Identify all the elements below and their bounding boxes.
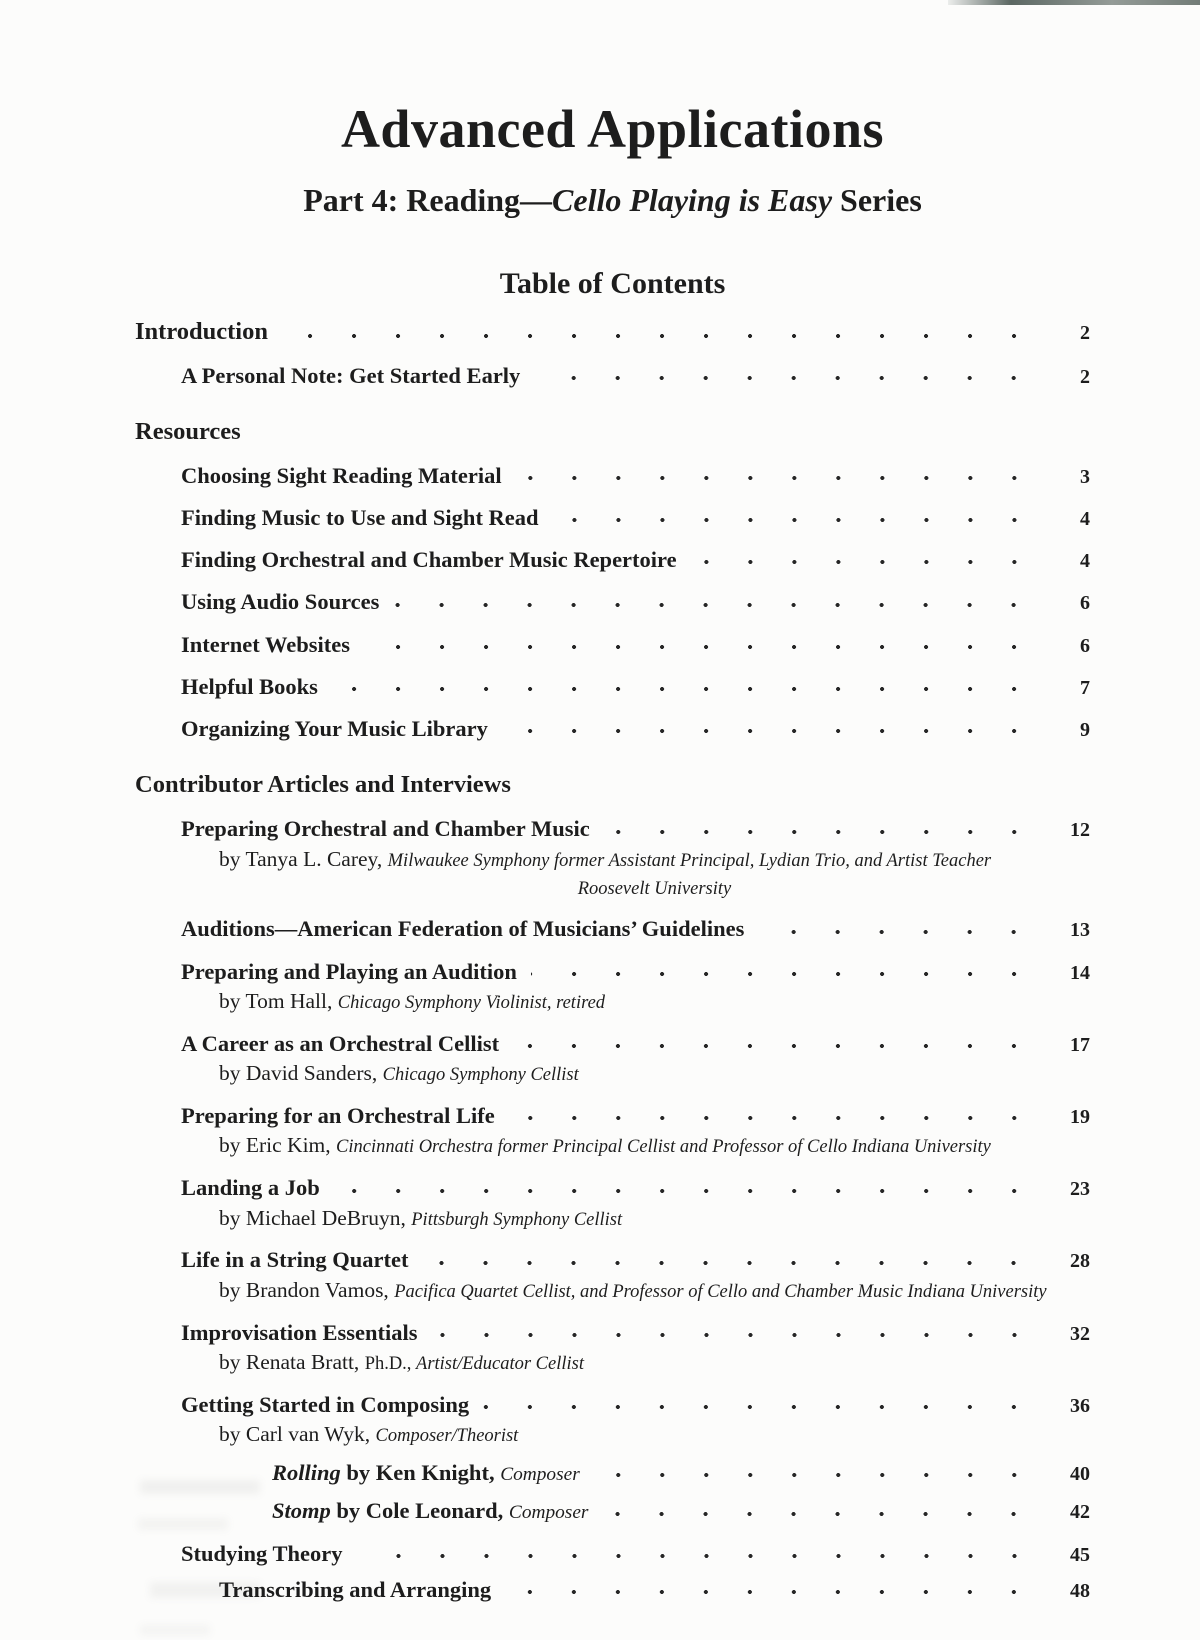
toc-row bbox=[135, 988, 1090, 1016]
toc-section-row bbox=[135, 769, 1090, 801]
page-number: 48 bbox=[1070, 1579, 1090, 1602]
dot-leader bbox=[483, 1390, 1040, 1419]
toc-row bbox=[135, 1539, 1090, 1568]
toc-entry-label bbox=[181, 714, 488, 743]
toc-entry-label bbox=[181, 957, 517, 986]
text-part: Life in a String Quartet bbox=[181, 1247, 409, 1273]
dot-leader bbox=[364, 630, 1040, 659]
toc-section-row bbox=[135, 316, 1090, 348]
toc-row bbox=[135, 1060, 1090, 1088]
text-part: Pittsburgh Symphony Cellist bbox=[411, 1208, 623, 1229]
toc-row bbox=[135, 1349, 1090, 1377]
toc-entry-label bbox=[135, 316, 268, 348]
text-part: Contributor Articles and Interviews bbox=[135, 771, 511, 799]
text-part: Stomp bbox=[272, 1498, 331, 1524]
table-of-contents bbox=[135, 316, 1090, 1604]
toc-entry-label bbox=[219, 1060, 579, 1088]
page-title: Advanced Applications bbox=[340, 99, 885, 159]
dot-leader bbox=[432, 1318, 1040, 1347]
text-part: Part 4: Reading— bbox=[303, 182, 553, 219]
toc-entry-label bbox=[181, 1101, 495, 1130]
text-part: by Carl van Wyk, bbox=[219, 1422, 376, 1447]
toc-entry-label bbox=[181, 503, 539, 532]
toc-entry-label bbox=[181, 545, 677, 574]
toc-entry-label bbox=[181, 587, 379, 616]
page-number: 17 bbox=[1070, 1033, 1090, 1056]
text-part: Finding Orchestral and Chamber Music Repertoire bbox=[181, 547, 677, 573]
toc-row bbox=[135, 503, 1090, 532]
dot-leader bbox=[505, 1575, 1040, 1604]
text-part: Studying Theory bbox=[181, 1540, 343, 1566]
page-number: 36 bbox=[1070, 1394, 1090, 1417]
page-number: 45 bbox=[1070, 1543, 1090, 1566]
toc-row bbox=[135, 672, 1090, 701]
toc-entry-label bbox=[181, 814, 590, 843]
toc-entry-label bbox=[219, 846, 991, 874]
dot-leader bbox=[594, 1458, 1040, 1487]
dot-leader bbox=[602, 1496, 1040, 1525]
text-part: Cello Playing is Easy bbox=[552, 182, 833, 219]
toc-entry-label bbox=[181, 1390, 469, 1419]
page-number: 7 bbox=[1080, 676, 1090, 699]
toc-entry-label bbox=[219, 1277, 1047, 1305]
page-number: 6 bbox=[1080, 592, 1090, 615]
toc-entry-label bbox=[219, 1132, 991, 1160]
page-number: 12 bbox=[1070, 819, 1090, 842]
text-part: Chicago Symphony Cellist bbox=[382, 1064, 579, 1085]
toc-row bbox=[135, 545, 1090, 574]
toc-row bbox=[135, 914, 1090, 943]
text-part: Organizing Your Music Library bbox=[181, 716, 488, 742]
text-part: Helpful Books bbox=[181, 673, 318, 699]
dot-leader bbox=[516, 461, 1040, 490]
dot-leader bbox=[332, 672, 1040, 701]
text-part: Transcribing and Arranging bbox=[219, 1576, 492, 1602]
toc-entry-label bbox=[181, 1173, 320, 1202]
toc-entry-label bbox=[219, 1205, 622, 1233]
text-part: Getting Started in Composing bbox=[181, 1391, 470, 1417]
dot-leader bbox=[282, 316, 1040, 348]
toc-row bbox=[135, 1575, 1090, 1604]
page-number: 23 bbox=[1070, 1178, 1090, 1201]
page-number: 2 bbox=[1080, 321, 1090, 344]
text-part: by David Sanders, bbox=[219, 1061, 383, 1086]
toc-row bbox=[135, 1277, 1090, 1305]
toc-entry-label bbox=[219, 988, 605, 1016]
dot-leader bbox=[691, 545, 1040, 574]
text-part: Roosevelt University bbox=[577, 877, 732, 898]
text-part: Introduction bbox=[135, 317, 268, 345]
toc-row bbox=[135, 1245, 1090, 1274]
toc-row bbox=[135, 1496, 1090, 1525]
dot-leader bbox=[604, 814, 1040, 843]
text-part: Preparing for an Orchestral Life bbox=[181, 1103, 495, 1129]
page-number: 19 bbox=[1070, 1106, 1090, 1129]
text-part: Pacifica Quartet Cellist, and Professor of Cello and Chamber Music Indiana University bbox=[394, 1280, 1047, 1301]
dot-leader bbox=[534, 361, 1040, 390]
text-part: Preparing Orchestral and Chamber Music bbox=[181, 816, 590, 842]
page-number: 2 bbox=[1080, 365, 1090, 388]
toc-row bbox=[135, 1029, 1090, 1058]
toc-entry-label bbox=[181, 361, 520, 390]
toc-entry-label bbox=[181, 672, 318, 701]
toc-entry-label bbox=[578, 874, 731, 902]
text-part: Choosing Sight Reading Material bbox=[181, 462, 502, 488]
toc-row bbox=[135, 957, 1090, 986]
toc-row bbox=[135, 814, 1090, 843]
page-number: 6 bbox=[1080, 634, 1090, 657]
toc-entry-label bbox=[181, 1245, 408, 1274]
toc-row bbox=[135, 1101, 1090, 1130]
page-subtitle bbox=[135, 181, 1090, 219]
text-part: Landing a Job bbox=[181, 1175, 320, 1201]
text-part: Cincinnati Orchestra former Principal Cellist and Professor of Cello Indiana University bbox=[336, 1136, 991, 1157]
page-number: 9 bbox=[1080, 719, 1090, 742]
dot-leader bbox=[393, 587, 1040, 616]
toc-entry-label bbox=[181, 461, 502, 490]
text-part: by Brandon Vamos, bbox=[219, 1277, 395, 1302]
toc-entry-label bbox=[219, 1575, 491, 1604]
text-part: by Ken Knight, bbox=[340, 1460, 501, 1485]
toc-entry-label bbox=[219, 1421, 518, 1449]
toc-row bbox=[135, 1173, 1090, 1202]
text-part: A Career as an Orchestral Cellist bbox=[181, 1030, 500, 1056]
toc-row bbox=[135, 1132, 1090, 1160]
page-number: 42 bbox=[1070, 1501, 1090, 1524]
text-part: Rolling bbox=[272, 1460, 341, 1485]
text-part: Series bbox=[832, 182, 922, 219]
toc-entry-label bbox=[181, 1318, 418, 1347]
dot-leader bbox=[513, 1029, 1040, 1058]
dot-leader bbox=[422, 1245, 1040, 1274]
toc-entry-label bbox=[181, 1029, 499, 1058]
toc-row bbox=[135, 1458, 1090, 1487]
dot-leader bbox=[502, 714, 1040, 743]
text-part: Auditions—American Federation of Musicians’ Guidelines bbox=[181, 916, 745, 942]
toc-section-row bbox=[135, 416, 1090, 448]
toc-row bbox=[135, 461, 1090, 490]
text-part: Composer/Theorist bbox=[375, 1425, 519, 1446]
text-part: by Tanya L. Carey, bbox=[219, 846, 388, 871]
text-part: by Cole Leonard, bbox=[330, 1498, 509, 1524]
toc-heading: Table of Contents bbox=[499, 266, 726, 300]
text-part: A Personal Note: Get Started Early bbox=[181, 362, 521, 388]
text-part: Composer bbox=[500, 1464, 580, 1485]
text-part: Milwaukee Symphony former Assistant Principal, Lydian Trio, and Artist Teacher bbox=[387, 849, 992, 870]
text-part: Finding Music to Use and Sight Read bbox=[181, 504, 539, 530]
text-part: Chicago Symphony Violinist, retired bbox=[337, 991, 606, 1012]
text-part: Composer bbox=[508, 1502, 589, 1524]
toc-entry-label bbox=[219, 1349, 584, 1377]
dot-leader bbox=[357, 1539, 1040, 1568]
text-part: by Michael DeBruyn, bbox=[219, 1205, 412, 1230]
toc-row bbox=[135, 1205, 1090, 1233]
toc-row bbox=[135, 630, 1090, 659]
page-number: 28 bbox=[1070, 1250, 1090, 1273]
toc-entry-label bbox=[181, 914, 744, 943]
text-part: Improvisation Essentials bbox=[181, 1319, 418, 1345]
page-number: 32 bbox=[1070, 1322, 1090, 1345]
page-number: 4 bbox=[1080, 507, 1090, 530]
page-number: 3 bbox=[1080, 465, 1090, 488]
text-part: Using Audio Sources bbox=[181, 589, 380, 615]
text-part: Internet Websites bbox=[181, 631, 350, 657]
dot-leader bbox=[334, 1173, 1040, 1202]
text-part: by Renata Bratt, bbox=[219, 1349, 365, 1374]
toc-row bbox=[135, 846, 1090, 874]
toc-row bbox=[135, 874, 1090, 902]
text-part: Preparing and Playing an Audition bbox=[181, 958, 517, 984]
toc-entry-label bbox=[135, 416, 241, 448]
toc-row bbox=[135, 587, 1090, 616]
text-part: Artist/Educator Cellist bbox=[416, 1352, 584, 1373]
page-number: 4 bbox=[1080, 550, 1090, 573]
text-part: Ph.D., bbox=[364, 1352, 417, 1373]
page-number: 40 bbox=[1070, 1463, 1090, 1485]
dot-leader bbox=[509, 1101, 1040, 1130]
text-part: by Eric Kim, bbox=[219, 1133, 337, 1158]
toc-entry-label bbox=[181, 630, 350, 659]
toc-row bbox=[135, 1318, 1090, 1347]
dot-leader bbox=[758, 914, 1040, 943]
toc-row bbox=[135, 361, 1090, 390]
toc-entry-label bbox=[135, 769, 511, 801]
toc-entry-label bbox=[181, 1539, 343, 1568]
text-part: Resources bbox=[135, 417, 241, 445]
toc-entry-label bbox=[272, 1458, 580, 1487]
text-part: by Tom Hall, bbox=[219, 988, 338, 1013]
page-number: 14 bbox=[1070, 961, 1090, 984]
toc-entry-label bbox=[272, 1496, 588, 1525]
page-number: 13 bbox=[1070, 919, 1090, 942]
toc-row bbox=[135, 714, 1090, 743]
dot-leader bbox=[531, 957, 1040, 986]
toc-row bbox=[135, 1390, 1090, 1419]
dot-leader bbox=[553, 503, 1040, 532]
toc-row bbox=[135, 1421, 1090, 1449]
